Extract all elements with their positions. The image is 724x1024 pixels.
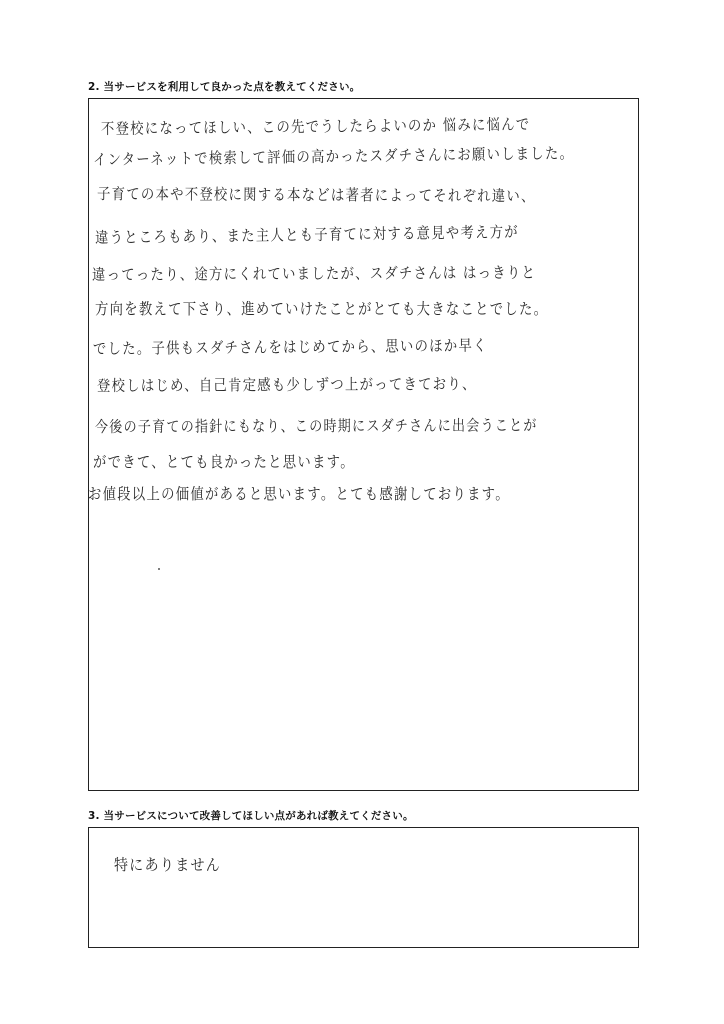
question-2-heading: 2. 当サービスを利用して良かった点を教えてください。: [88, 81, 361, 93]
handwritten-line: 今後の子育ての指針にもなり、この時期にスダチさんに出会うことが: [94, 416, 538, 436]
handwritten-line: 子育ての本や不登校に関する本などは著者によってそれぞれ違い、: [96, 185, 536, 206]
stray-pen-mark: [158, 568, 160, 570]
handwritten-line: 違うところもあり、また主人とも子育てに対する意見や考え方が: [94, 223, 520, 247]
handwritten-line: ができて、とても良かったと思います。: [93, 453, 355, 471]
handwritten-line: でした。子供もスダチさんをはじめてから、思いのほか早く: [92, 336, 488, 358]
handwritten-line: 特にありません: [114, 856, 222, 874]
handwritten-line: お値段以上の価値があると思います。とても感謝しております。: [88, 485, 510, 503]
question-3-answer-box: [88, 827, 639, 948]
handwritten-line: 方向を教えて下さり、進めていけたことがとても大きなことでした。: [95, 300, 549, 318]
handwritten-line: インターネットで検索して評価の高かったスダチさんにお願いしました。: [92, 144, 575, 169]
handwritten-line: 不登校になってほしい、この先でうしたらよいのか 悩みに悩んで: [100, 115, 531, 138]
question-2-answer-box: [88, 98, 639, 791]
question-3-heading: 3. 当サービスについて改善してほしい点があれば教えてください。: [88, 810, 414, 822]
handwritten-line: 登校しはじめ、自己肯定感も少しずつ上がってきており、: [96, 375, 477, 395]
handwritten-line: 違ってったり、途方にくれていましたが、スダチさんは はっきりと: [91, 263, 537, 284]
